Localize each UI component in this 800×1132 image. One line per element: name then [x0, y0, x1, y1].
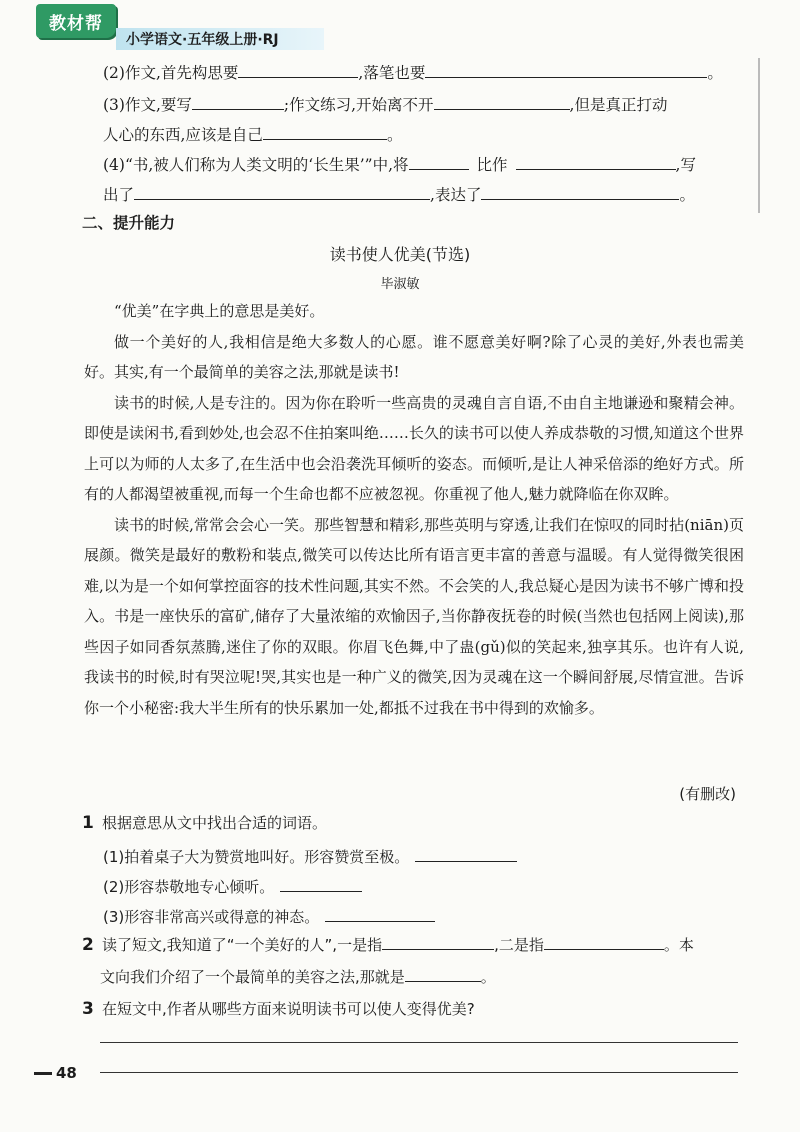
- text: 人心的东西,应该是自己: [103, 126, 263, 144]
- sub-text: (1)拍着桌子大为赞赏地叫好。形容赞赏至极。: [103, 848, 410, 866]
- edit-note: (有删改): [679, 785, 736, 803]
- paragraph: 读书的时候,常常会会心一笑。那些智慧和精彩,那些英明与穿透,让我们在惊叹的同时拈(niān)页展颜。微笑是最好的敷粉和装点,微笑可以传达比所有语言更丰富的善意与温暖。有人觉得微笑很困难,以为是一个如何掌控面容的技术性问题,其实不然。不会笑的人,我总疑心是因为读书不够广博和投入。书是一座快乐的富矿,储存了大量浓缩的欢愉因子,当你静夜抚卷的时候(当然也包括网上阅读),那些因子如同香氛蒸腾,迷住了你的双眼。你眉飞色舞,中了蛊(gǔ)似的笑起来,独享其乐。也许有人说,我读书的时候,时有哭泣呢!哭,其实也是一种广义的微笑,因为灵魂在这一个瞬间舒展,尽情宣泄。告诉你一个小秘密:我大半生所有的快乐累加一处,都抵不过我在书中得到的欢愉多。: [84, 515, 744, 717]
- answer-line[interactable]: [100, 1042, 738, 1043]
- text: (3)作文,要写: [103, 96, 192, 114]
- question-text: 。本: [663, 936, 694, 954]
- answer-blank[interactable]: [134, 185, 430, 200]
- question-1-sub-1: [103, 846, 517, 867]
- answer-blank[interactable]: [516, 155, 676, 170]
- text: ,落笔也要: [358, 64, 426, 82]
- text: ,表达了: [430, 186, 482, 204]
- answer-blank[interactable]: [544, 935, 664, 950]
- question-text: ,二是指: [494, 936, 544, 954]
- text: 比作: [476, 156, 508, 174]
- text: 出了: [103, 186, 135, 204]
- answer-blank[interactable]: [481, 185, 679, 200]
- brand-logo: 教材帮: [36, 4, 116, 38]
- sub-text: (2)形容恭敬地专心倾听。: [103, 878, 275, 896]
- page-number: [34, 1064, 77, 1082]
- article-author: 毕淑敏: [380, 277, 420, 292]
- paragraph: “优美”在字典上的意思是美好。: [114, 302, 325, 320]
- article-body: [84, 296, 744, 723]
- question-2: [82, 934, 694, 955]
- text: 。: [707, 64, 723, 82]
- text: ,但是真正打动: [569, 96, 668, 114]
- paragraph: 做一个美好的人,我相信是绝大多数人的心愿。谁不愿意美好啊?除了心灵的美好,外表也需美好。其实,有一个最简单的美容之法,那就是读书!: [84, 332, 744, 381]
- page-dash: [34, 1072, 52, 1075]
- part1-q4-cont: [103, 184, 695, 206]
- answer-blank[interactable]: [192, 95, 284, 110]
- answer-blank[interactable]: [263, 125, 387, 140]
- answer-blank[interactable]: [405, 967, 481, 982]
- article-title: 读书使人优美(节选): [329, 245, 471, 264]
- answer-blank[interactable]: [280, 877, 362, 892]
- question-text: 在短文中,作者从哪些方面来说明读书可以使人变得优美?: [102, 1000, 475, 1018]
- book-title: 小学语文·五年级上册·RJ: [116, 28, 324, 50]
- answer-blank[interactable]: [415, 847, 517, 862]
- answer-blank[interactable]: [409, 155, 469, 170]
- part1-q2: [103, 62, 723, 84]
- text: (4)“书,被人们称为人类文明的‘长生果’”中,将: [103, 156, 409, 174]
- part1-q4: [103, 154, 696, 176]
- answer-blank[interactable]: [325, 907, 435, 922]
- answer-blank[interactable]: [382, 935, 494, 950]
- text: 。: [386, 126, 403, 144]
- section-title: 二、提升能力: [82, 214, 176, 232]
- text: ,写: [675, 156, 696, 174]
- question-text: 。: [480, 968, 496, 986]
- question-1-sub-3: [103, 906, 435, 927]
- page-number-text: 48: [56, 1064, 77, 1082]
- question-text: 文向我们介绍了一个最简单的美容之法,那就是: [100, 968, 405, 986]
- question-number: 3: [82, 999, 94, 1019]
- question-text: 根据意思从文中找出合适的词语。: [102, 814, 328, 832]
- question-text: 读了短文,我知道了“一个美好的人”,一是指: [102, 936, 383, 954]
- part1-q3: [103, 94, 667, 116]
- question-number: 2: [82, 935, 94, 955]
- text: ;作文练习,开始离不开: [283, 96, 434, 114]
- answer-blank[interactable]: [434, 95, 570, 110]
- question-3: [82, 998, 475, 1019]
- part1-q3-cont: [103, 124, 402, 146]
- question-1-sub-2: [103, 876, 362, 897]
- question-number: 1: [82, 813, 94, 833]
- question-1: [82, 812, 327, 833]
- answer-blank[interactable]: [425, 63, 707, 78]
- sub-text: (3)形容非常高兴或得意的神态。: [103, 908, 320, 926]
- paragraph: 读书的时候,人是专注的。因为你在聆听一些高贵的灵魂自言自语,不由自主地谦逊和聚精会神。即使是读闲书,看到妙处,也会忍不住拍案叫绝……长久的读书可以使人养成恭敬的习惯,知道这个世界上可以为师的人太多了,在生活中也会沿袭洗耳倾听的姿态。而倾听,是让人神采倍添的绝好方式。所有的人都渴望被重视,而每一个生命也都不应被忽视。你重视了他人,魅力就降临在你双眸。: [84, 393, 744, 503]
- text: 。: [679, 186, 695, 204]
- answer-blank[interactable]: [238, 63, 358, 78]
- text: (2)作文,首先构思要: [103, 64, 239, 82]
- answer-line[interactable]: [100, 1072, 738, 1073]
- margin-rule: [758, 58, 760, 213]
- question-2-cont: [100, 966, 496, 987]
